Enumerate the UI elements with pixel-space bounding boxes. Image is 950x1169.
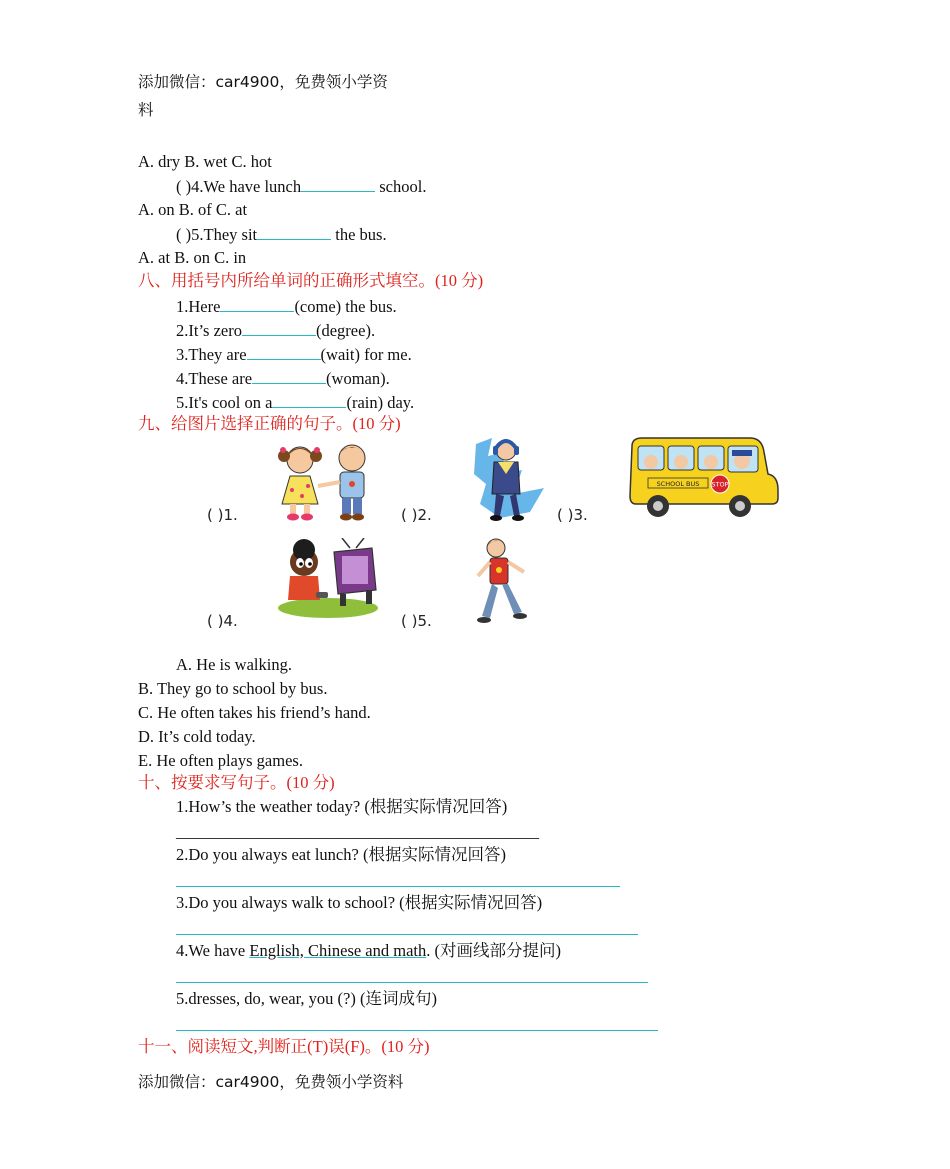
s8-item-3-before: 3.They are — [176, 345, 247, 364]
s9-option-d: D. It’s cold today. — [138, 727, 256, 746]
s8-item-2-after: (degree). — [315, 321, 376, 340]
picture-boy-playing-games — [276, 538, 382, 620]
q5-options: A. at B. on C. in — [138, 248, 247, 267]
s8-item-5-blank[interactable] — [272, 392, 346, 408]
s10-q4 — [176, 941, 561, 961]
s9-option-e: E. He often plays games. — [138, 751, 303, 770]
s10-q4-before: 4.We have — [176, 941, 250, 960]
watermark-bottom: 添加微信：car4900，免费领小学资料 — [138, 1073, 404, 1091]
s10-q3: 3.Do you always walk to school? (根据实际情况回答) — [176, 893, 543, 912]
s8-item-3 — [176, 344, 412, 365]
q4-text-after: school. — [375, 177, 427, 196]
s10-q2-answer-line[interactable] — [176, 886, 620, 887]
s10-q1: 1.How’s the weather today? (根据实际情况回答) — [176, 797, 508, 816]
s8-item-2-blank[interactable] — [242, 320, 316, 336]
pic-label-4[interactable]: ( )4. — [207, 612, 238, 630]
s8-item-2 — [176, 320, 375, 341]
s8-item-1 — [176, 296, 397, 317]
section11-title: 十一、阅读短文,判断正(T)误(F)。(10 分) — [138, 1037, 430, 1056]
s8-item-1-blank[interactable] — [220, 296, 294, 312]
q4-options: A. on B. of C. at — [138, 200, 248, 219]
s10-q4-answer-line[interactable] — [176, 982, 648, 983]
s10-q5-answer-line[interactable] — [176, 1030, 658, 1031]
s8-item-3-blank[interactable] — [247, 344, 321, 360]
watermark-top-line2: 料 — [138, 101, 154, 119]
bus-sign-text: SCHOOL BUS — [656, 480, 700, 488]
pic-label-1[interactable]: ( )1. — [207, 506, 238, 524]
s8-item-5 — [176, 392, 414, 413]
s8-item-4 — [176, 368, 390, 389]
pic-label-2[interactable]: ( )2. — [401, 506, 432, 524]
q4-row — [176, 176, 426, 197]
s10-q4-underlined: English, Chinese and math — [249, 941, 427, 960]
s10-q3-answer-line[interactable] — [176, 934, 638, 935]
s8-item-5-after: (rain) day. — [346, 393, 415, 412]
s8-item-1-after: (come) the bus. — [294, 297, 397, 316]
watermark-top-line1: 添加微信：car4900，免费领小学资 — [138, 73, 388, 91]
s8-item-4-before: 4.These are — [176, 369, 253, 388]
q5-text-after: the bus. — [331, 225, 387, 244]
q5-row — [176, 224, 387, 245]
q5-paren[interactable]: ( ) — [176, 225, 192, 244]
section8-title: 八、用括号内所给单词的正确形式填空。(10 分) — [138, 271, 484, 290]
section9-title: 九、给图片选择正确的句子。(10 分) — [138, 414, 401, 433]
q5-blank[interactable] — [257, 224, 331, 240]
picture-school-bus — [628, 434, 782, 524]
s10-q2: 2.Do you always eat lunch? (根据实际情况回答) — [176, 845, 506, 864]
s8-item-4-after: (woman). — [326, 369, 390, 388]
picture-cold-man — [470, 434, 550, 524]
pic-label-3[interactable]: ( )3. — [557, 506, 588, 524]
s9-option-c: C. He often takes his friend’s hand. — [138, 703, 371, 722]
s8-item-5-before: 5.It's cool on a — [176, 393, 273, 412]
picture-man-walking — [472, 536, 536, 628]
s9-option-a: A. He is walking. — [176, 655, 292, 674]
s10-q5: 5.dresses, do, wear, you (?) (连词成句) — [176, 989, 437, 1008]
q4-paren[interactable]: ( ) — [176, 177, 192, 196]
s10-q1-answer-line[interactable]: ____________________________________________ — [176, 822, 539, 841]
q3-options: A. dry B. wet C. hot — [138, 152, 272, 171]
s10-q4-after: . (对画线部分提问) — [426, 941, 562, 960]
q5-text-before: 5.They sit — [191, 225, 258, 244]
s8-item-1-before: 1.Here — [176, 297, 221, 316]
section10-title: 十、按要求写句子。(10 分) — [138, 773, 335, 792]
pic-label-5[interactable]: ( )5. — [401, 612, 432, 630]
s9-option-b: B. They go to school by bus. — [138, 679, 328, 698]
s8-item-3-after: (wait) for me. — [320, 345, 412, 364]
s8-item-2-before: 2.It’s zero — [176, 321, 242, 340]
q4-blank[interactable] — [301, 176, 375, 192]
s8-item-4-blank[interactable] — [252, 368, 326, 384]
q4-text-before: 4.We have lunch — [191, 177, 302, 196]
stop-sign-text: STOP — [711, 480, 729, 489]
picture-kids-holding-hands — [272, 438, 384, 524]
